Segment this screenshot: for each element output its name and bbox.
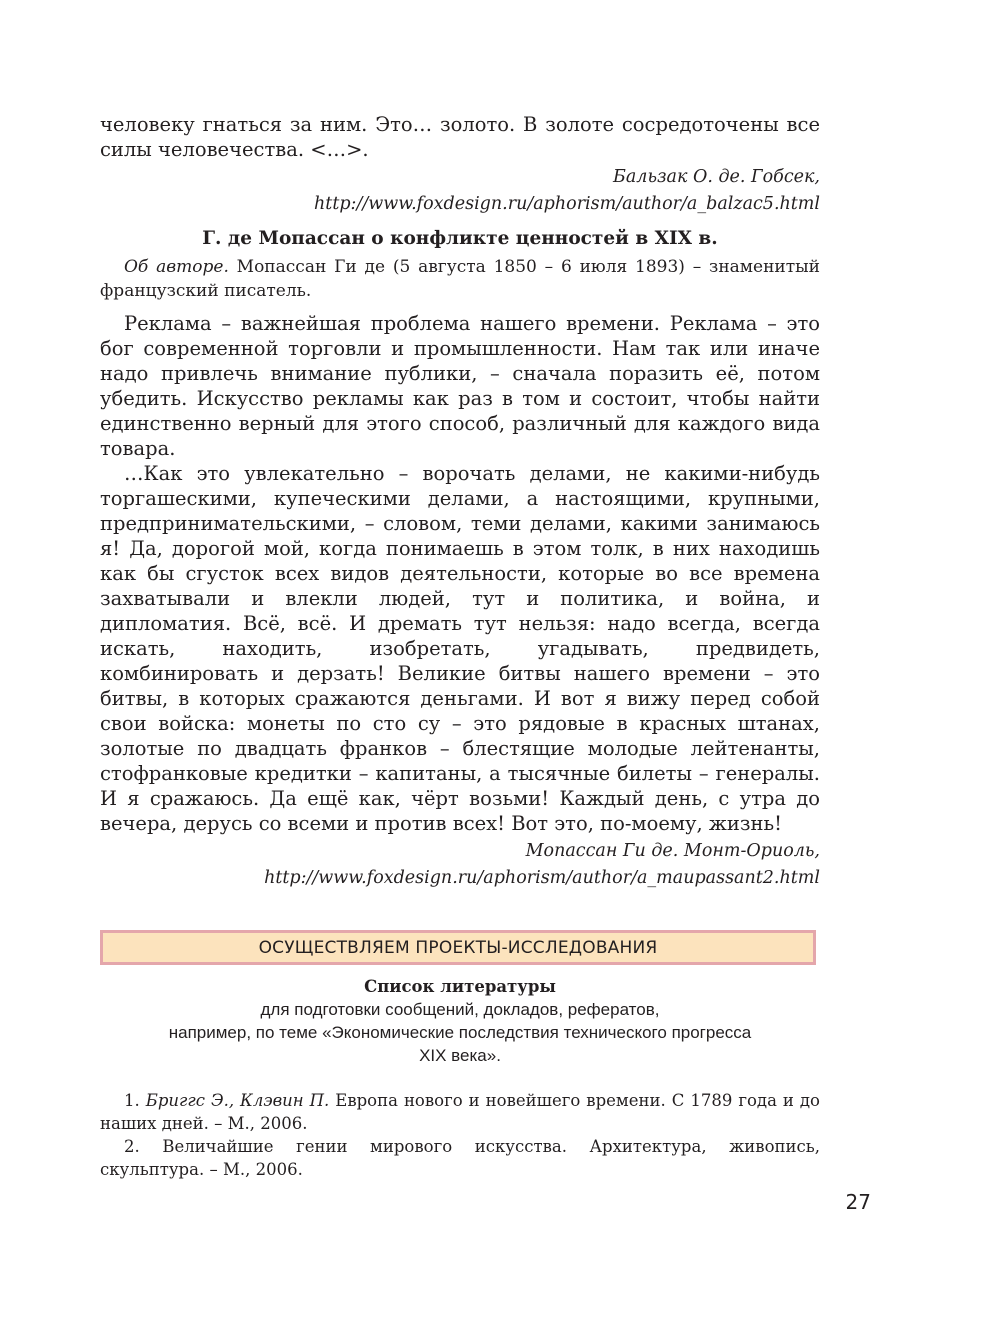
bibliography-list [100, 1089, 820, 1181]
page-number: 27 [845, 1190, 871, 1214]
projects-banner: ОСУЩЕСТВЛЯЕМ ПРОЕКТЫ-ИССЛЕДОВАНИЯ [100, 930, 816, 965]
maupassant-citation [100, 838, 820, 892]
balzac-citation-title: Бальзак О. де. Гобсек, [613, 167, 820, 187]
balzac-citation-url: http://www.foxdesign.ru/aphorism/author/a_balzac5.html [314, 194, 820, 214]
about-author [100, 255, 820, 303]
bibliography-item-text: Европа нового и новейшего времени. С 1789 года и до наших дней. – М., 2006. [100, 1091, 820, 1133]
balzac-citation [100, 164, 820, 218]
bibliography-title: Список литературы [364, 977, 556, 996]
section-heading: Г. де Мопассан о конфликте ценностей в XIX в. [202, 228, 718, 249]
bibliography-item [100, 1089, 820, 1135]
bibliography-item [100, 1135, 820, 1181]
maupassant-citation-title: Мопассан Ги де. Монт-Ориоль, [525, 841, 820, 861]
top-paragraph: человеку гнаться за ним. Это… золото. В золоте сосредоточены все силы человечества. <…>. [100, 113, 820, 161]
about-author-label: Об авторе. [124, 257, 229, 277]
maupassant-citation-url: http://www.foxdesign.ru/aphorism/author/a_maupassant2.html [264, 868, 820, 888]
bibliography [100, 975, 820, 1181]
bibliography-item-number: 2. [124, 1137, 163, 1156]
bibliography-item-authors: Бриггс Э., Клэвин П. [145, 1091, 330, 1110]
bibliography-subtitle-line: XIX века». [419, 1046, 501, 1065]
bibliography-subtitle-line: например, по теме «Экономические последствия технического прогресса [168, 1023, 752, 1042]
about-author-text: Мопассан Ги де (5 августа 1850 – 6 июля 1893) – знаменитый французский писатель. [100, 257, 820, 301]
quote-paragraph: Реклама – важнейшая проблема нашего времени. Реклама – это бог современной торговли и промышленности. Нам так или иначе надо привлечь внимание публики, – сначала поразить её, потом убедить. Искусство рекламы как раз в том и состоит, чтобы найти единственно верный для этого способ, различный для каждого вида товара. [100, 312, 820, 460]
bibliography-item-text: Величайшие гении мирового искусства. Архитектура, живопись, скульптура. – М., 2006. [100, 1137, 820, 1179]
bibliography-subtitle-line: для подготовки сообщений, докладов, рефератов, [260, 1000, 660, 1019]
page-content [100, 112, 820, 892]
bibliography-item-number: 1. [124, 1091, 146, 1110]
maupassant-quote [100, 311, 820, 836]
quote-paragraph: …Как это увлекательно – ворочать делами, не какими-нибудь торгашескими, купеческими делами, а настоящими, крупными, предпринимательскими, – словом, теми делами, какими занимаюсь я! Да, дорогой мой, когда понимаешь в этом толк, в них находишь как бы сгусток всех видов деятельности, которые во все времена захватывали и влекли людей, тут и политика, и война, и дипломатия. Всё, всё. И дремать тут нельзя: надо всегда, всегда искать, находить, изобретать, угадывать, предвидеть, комбинировать и дерзать! Великие битвы нашего времени – это битвы, в которых сражаются деньгами. И вот я вижу перед собой свои войска: монеты по сто су – это рядовые в красных штанах, золотые по двадцать франков – блестящие молодые лейтенанты, стофранковые кредитки – капитаны, а тысячные билеты – генералы. И я сражаюсь. Да ещё как, чёрт возьми! Каждый день, с утра до вечера, дерусь со всеми и против всех! Вот это, по-моему, жизнь! [100, 462, 820, 835]
